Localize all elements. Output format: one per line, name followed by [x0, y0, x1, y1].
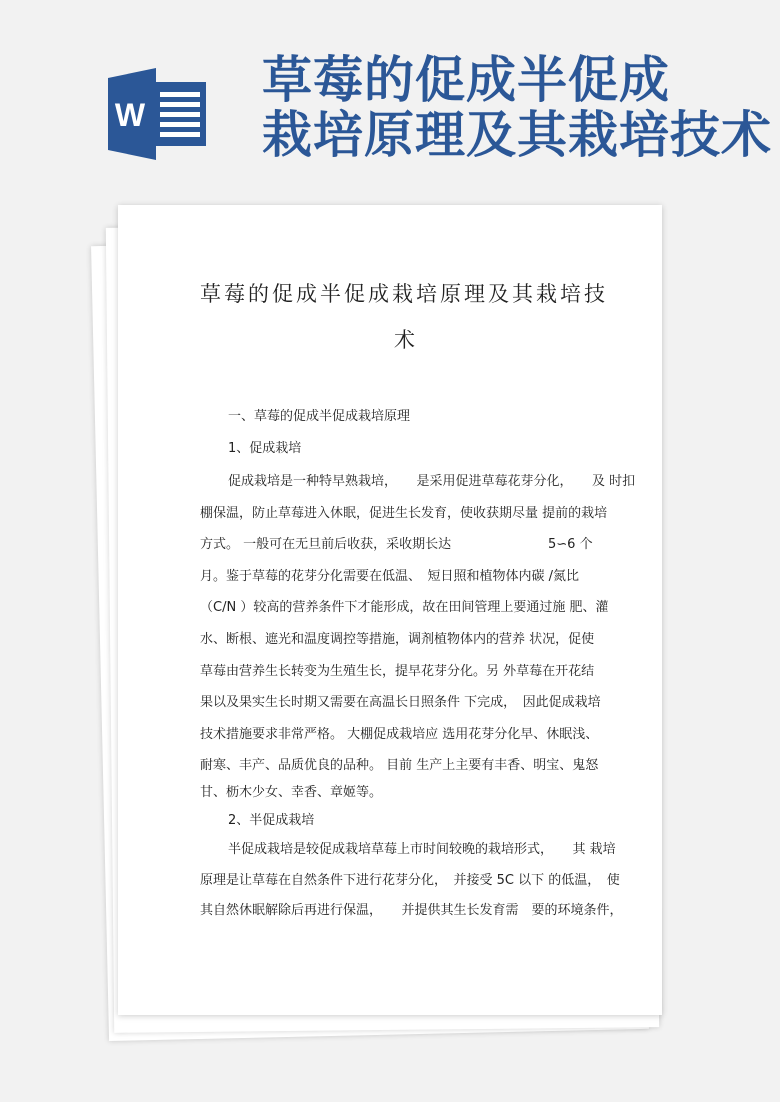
subsection-heading: 1、促成栽培 — [228, 441, 302, 456]
section-heading: 一、草莓的促成半促成栽培原理 — [228, 409, 411, 424]
paragraph-line: 促成栽培是一种特早熟栽培， 是采用促进草莓花芽分化， 及 时扣 — [228, 474, 636, 489]
paragraph-line: 月。鉴于草莓的花芽分化需要在低温、 短日照和植物体内碳 /氮比 — [200, 569, 580, 584]
paragraph-line: 5∽6 个 — [548, 537, 593, 552]
paragraph-line: 耐寒、丰产、品质优良的品种。 目前 生产上主要有丰香、明宝、鬼怒 — [200, 758, 599, 773]
subsection-heading: 2、半促成栽培 — [228, 813, 315, 828]
paragraph-line: 方式。 一般可在无旦前后收获，采收期长达 — [200, 537, 452, 552]
doc-title-line2: 术 — [394, 328, 418, 352]
paragraph-line: 草莓由营养生长转变为生殖生长，提早花芽分化。另 外草莓在开花结 — [200, 664, 595, 679]
word-icon-letter: W — [114, 97, 146, 133]
paragraph-line: 原理是让草莓在自然条件下进行花芽分化， 并接受 5C 以下 的低温， 使 — [200, 873, 620, 888]
paragraph-line: 甘、枥木少女、幸香、章姬等。 — [200, 785, 383, 800]
doc-title-line1: 草莓的促成半促成栽培原理及其栽培技 — [200, 282, 608, 306]
word-document-icon — [108, 68, 208, 160]
paragraph-line: 其自然休眠解除后再进行保温， 并提供其生长发育需 要的环境条件， — [200, 903, 623, 918]
paragraph-line: 半促成栽培是较促成栽培草莓上市时间较晚的栽培形式， 其 栽培 — [228, 842, 616, 857]
document-page — [118, 205, 662, 1015]
banner-title-line2: 栽培原理及其栽培技术 — [262, 105, 772, 164]
paragraph-line: 棚保温，防止草莓进入休眠，促进生长发育，使收获期尽量 提前的栽培 — [200, 506, 608, 521]
banner-title — [262, 52, 772, 162]
paragraph-line: （C/N ）较高的营养条件下才能形成，故在田间管理上要通过施 肥、灌 — [200, 600, 609, 615]
paragraph-line: 果以及果实生长时期又需要在高温长日照条件 下完成， 因此促成栽培 — [200, 695, 601, 710]
banner-title-line1: 草莓的促成半促成 — [262, 50, 670, 109]
paragraph-line: 水、断根、遮光和温度调控等措施，调剂植物体内的营养 状况，促使 — [200, 632, 595, 647]
paragraph-line: 技术措施要求非常严格。 大棚促成栽培应 选用花芽分化早、休眠浅、 — [200, 727, 599, 742]
